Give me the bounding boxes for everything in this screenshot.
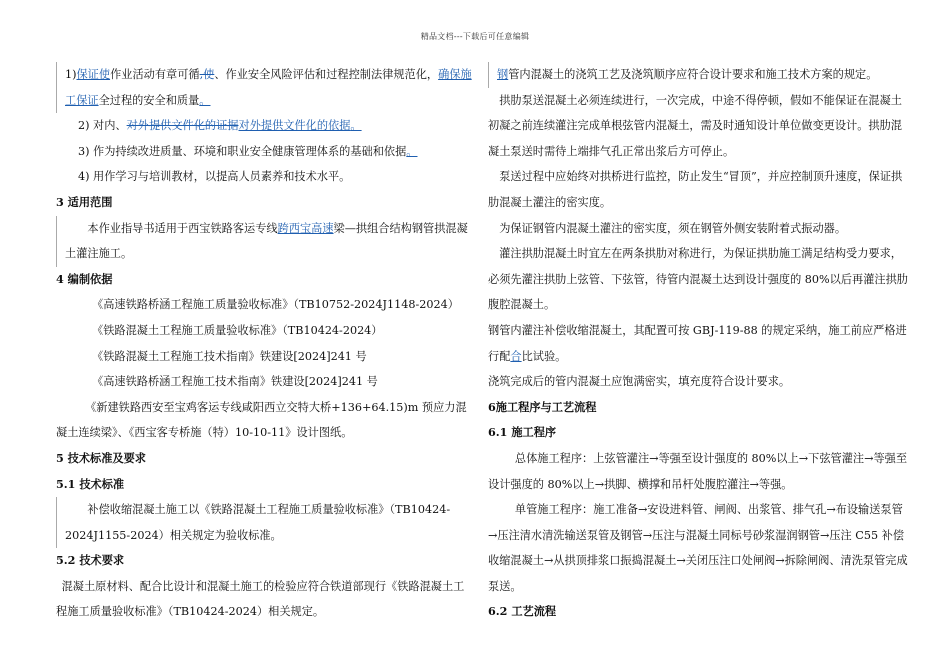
section-5-2-heading: 5.2 技术要求 — [56, 553, 125, 568]
section-4-heading: 4 编制依据 — [56, 271, 113, 286]
item-text: 2) 对内、 — [78, 119, 127, 133]
item-text: 作业活动有章可循 — [110, 68, 200, 81]
symmetric-pour-paragraph: 灌注拱肋混凝土时宜左在两条拱肋对称进行，为保证拱肋施工满足结构受力要求，必须先灌注拱肋上弦管、下弦管，待管内混凝土达到设计强度的 80%以后再灌注拱肋腹腔混凝土。 — [488, 247, 908, 312]
item-number: 1) — [65, 68, 77, 81]
body-text: 比试验。 — [521, 349, 567, 363]
revision-text: 对外提供文件化的依据 — [238, 119, 351, 133]
reference-item: 《铁路混凝土工程施工质量验收标准》（TB10424-2024） — [92, 323, 383, 337]
purpose-item-1 — [56, 62, 474, 113]
section-5-1-heading: 5.1 技术标准 — [56, 476, 125, 491]
vibrator-paragraph: 为保证钢管内混凝土灌注的密实度，须在钢管外侧安装附着式振动器。 — [499, 221, 847, 235]
shrinkage-paragraph — [488, 318, 908, 369]
section-6-heading: 6施工程序与工艺流程 — [488, 399, 597, 414]
section-5-heading: 5 技术标准及要求 — [56, 450, 146, 465]
revision-deleted: 对外提供文件化的证据 — [126, 119, 239, 133]
purpose-item-4: 4) 用作学习与培训教材，以提高人员素养和技术水平。 — [78, 170, 351, 184]
item-text: 全过程的安全和质量 — [98, 93, 200, 107]
section-5-1-body: 补偿收缩混凝土施工以《铁路混凝土工程施工质量验收标准》（TB10424-2024J1155-2024）相关规定为验收标准。 — [56, 497, 474, 548]
section-6-2-heading: 6.2 工艺流程 — [488, 604, 557, 619]
page-header: 精品文档---下载后可任意编辑 — [420, 32, 530, 41]
revision-text: 跨西宝高速 — [277, 221, 334, 235]
pumping-paragraph: 拱肋泵送混凝土必须连续进行，一次完成，中途不得停顿，假如不能保证在混凝土初凝之前连续灌注完成单根弦管内混凝土，需及时通知设计单位做变更设计。拱肋混凝土泵送时需待上端排气孔正常出浆后方可停止。 — [488, 93, 902, 158]
purpose-item-2 — [56, 113, 474, 139]
revision-mark: 。 — [199, 93, 211, 107]
overall-procedure-paragraph: 总体施工程序：上弦管灌注→等强至设计强度的 80%以上→下弦管灌注→等强至设计强度的 80%以上→拱脚、横撑和吊杆处腹腔灌注→等强。 — [488, 451, 908, 491]
left-column — [56, 62, 474, 625]
body-text: 钢管内灌注补偿收缩混凝土，其配置可按 GBJ-119-88 的规定采纳，施工前应严格进行配 — [488, 323, 907, 363]
body-text: 管内混凝土的浇筑工艺及浇筑顺序应符合设计要求和施工技术方案的规定。 — [508, 68, 878, 81]
revision-text: 保证使 — [76, 68, 111, 81]
revision-text: 确保施工保证 — [65, 68, 472, 107]
body-text: 本作业指导书适用于西宝铁路客运专线 — [87, 221, 278, 235]
right-column — [488, 62, 908, 625]
reference-item: 《高速铁路桥涵工程施工技术指南》铁建设[2024]241 号 — [92, 375, 378, 389]
item-text: 、作业安全风险评估和过程控制法律规范化， — [214, 68, 439, 81]
body-text: 梁—拱组合结构钢管拱混凝土灌注施工。 — [65, 221, 468, 261]
revision-mark: 。 — [350, 119, 362, 133]
reference-item: 《高速铁路桥涵工程施工质量验收标准》（TB10752-2024J1148-2024） — [92, 298, 459, 312]
section-6-1-heading: 6.1 施工程序 — [488, 425, 557, 440]
reference-item: 《新建铁路西安至宝鸡客运专线咸阳西立交特大桥+136+64.15)m 预应力混凝土连续梁》、《西宝客专桥施（特）10-10-11》设计图纸。 — [56, 400, 467, 440]
pour-process-paragraph — [488, 62, 908, 88]
section-3-body — [56, 216, 474, 267]
monitoring-paragraph: 泵送过程中应始终对拱桥进行监控，防止发生“冒顶”，并应控制顶升速度，保证拱肋混凝土灌注的密实度。 — [488, 170, 903, 209]
purpose-item-3 — [56, 139, 474, 165]
section-3-heading: 3 适用范围 — [56, 194, 113, 209]
revision-text: 钢 — [497, 68, 509, 81]
single-tube-procedure-paragraph: 单管施工程序：施工准备→安设进料管、闸阀、出浆管、排气孔→布设输送泵管→压注清水清洗输送泵管及钢管→压注与混凝土同标号砂浆湿润钢管→压注 C55 补偿收缩混凝土→从拱顶排浆口振捣混凝土→关闭压注口处闸阀→拆除闸阀、清洗泵管完成泵送。 — [488, 503, 908, 593]
revision-text: 合 — [510, 349, 522, 363]
section-5-2-body: 混凝土原材料、配合比设计和混凝土施工的检验应符合铁道部现行《铁路混凝土工程施工质量验收标准》（TB10424-2024）相关规定。 — [56, 579, 465, 619]
item-text: 3) 作为持续改进质量、环境和职业安全健康管理体系的基础和依据 — [78, 144, 407, 158]
revision-mark: 。 — [406, 144, 418, 158]
reference-item: 《铁路混凝土工程施工技术指南》铁建设[2024]241 号 — [92, 349, 367, 363]
revision-deleted: ,使 — [199, 68, 215, 81]
completion-paragraph: 浇筑完成后的管内混凝土应饱满密实，填充度符合设计要求。 — [488, 375, 791, 389]
